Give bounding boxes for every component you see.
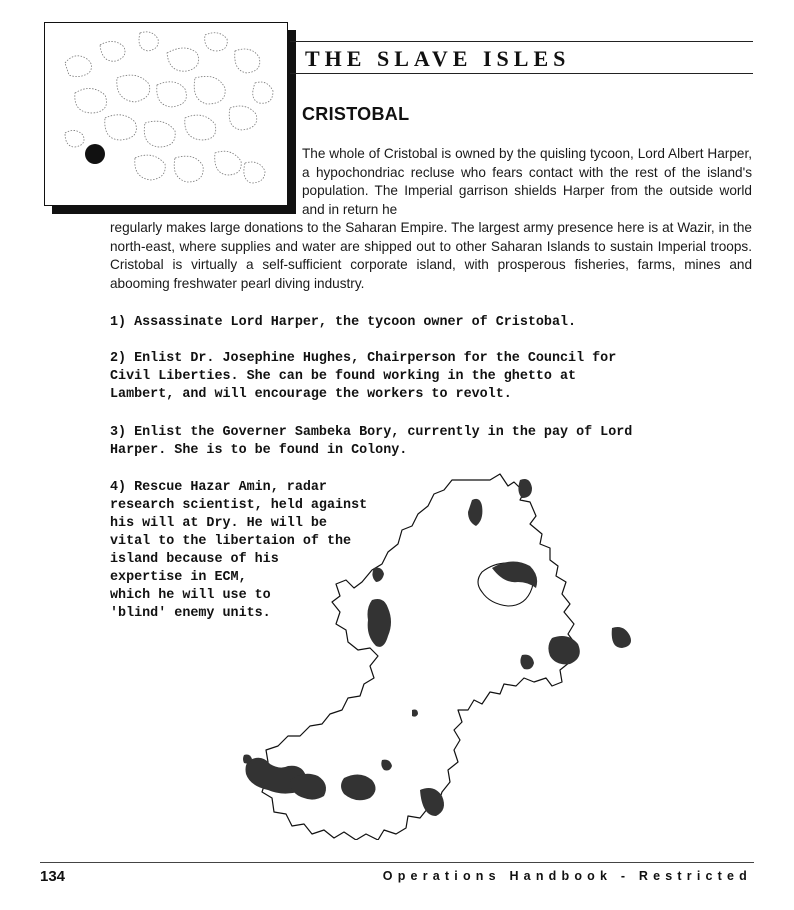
- header-rule-bottom: [290, 73, 753, 74]
- footer-title: Operations Handbook - Restricted: [382, 869, 752, 883]
- mission-1: 1) Assassinate Lord Harper, the tycoon owner of Cristobal.: [110, 315, 577, 330]
- mission-4: 4) Rescue Hazar Amin, radar research scientist, held against his will at Dry. He will be vital to the libertaion of the island because of his expertise in ECM, which he will use to 'blind' enemy units.: [110, 480, 368, 621]
- page-number: 134: [40, 868, 66, 885]
- mission-3: 3) Enlist the Governer Sambeka Bory, currently in the pay of Lord Harper. She is to be found in Colony.: [110, 425, 633, 458]
- archipelago-outline: [45, 23, 287, 205]
- locator-map: [44, 22, 288, 206]
- location-marker-icon: [85, 144, 105, 164]
- intro-paragraph-part1: The whole of Cristobal is owned by the quisling tycoon, Lord Albert Harper, a hypochondriac recluse who fears contact with the rest of the island's population. The Imperial garrison shields Harper from the outside world and in return he: [302, 146, 752, 217]
- header-rule-top: [290, 41, 753, 42]
- footer-rule: [40, 862, 754, 863]
- section-title: THE SLAVE ISLES: [305, 46, 571, 71]
- intro-paragraph-part2: regularly makes large donations to the Saharan Empire. The largest army presence here is at Wazir, in the north-east, where supplies and water are shipped out to other Saharan Islands to sustain Imperial troops. Cristobal is virtually a self-sufficient corporate island, with prosperous fisheries, farms, mines and abooming freshwater pearl diving industry.: [110, 220, 752, 291]
- mission-2: 2) Enlist Dr. Josephine Hughes, Chairperson for the Council for Civil Liberties. She can be found working in the ghetto at Lambert, and will encourage the workers to revolt.: [110, 351, 617, 402]
- island-map: [232, 460, 682, 840]
- location-heading: CRISTOBAL: [302, 104, 410, 124]
